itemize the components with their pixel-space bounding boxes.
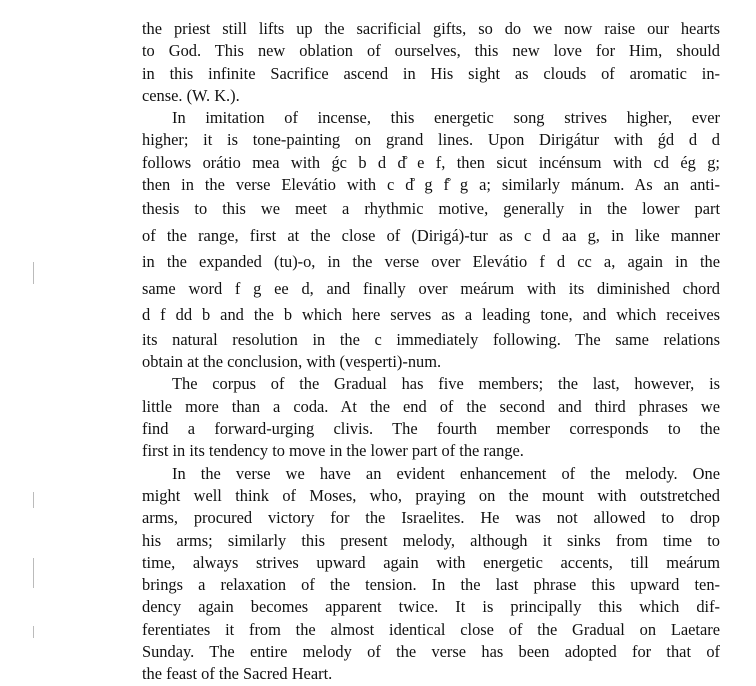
text-line: might well think of Moses, who, praying on the mount with outstretched — [142, 485, 720, 505]
text-line: ferentiates it from the almost identical close of the Gradual on Laetare — [142, 619, 720, 639]
text-line: its natural resolution in the c immediately following. The same relations — [142, 329, 720, 349]
text-line: first in its tendency to move in the lower part of the range. — [142, 441, 524, 461]
document-page — [142, 18, 720, 686]
text-line: brings a relaxation of the tension. In the last phrase this upward ten- — [142, 575, 720, 595]
text-line: to God. This new oblation of ourselves, this new love for Him, should — [142, 41, 720, 61]
text-line: little more than a coda. At the end of the second and third phrases we — [142, 396, 720, 416]
text-line: find a forward-urging clivis. The fourth member corresponds to the — [142, 419, 720, 439]
scan-edge-mark — [33, 262, 34, 284]
scan-edge-mark — [33, 626, 34, 638]
text-line: his arms; similarly this present melody, although it sinks from time to — [142, 530, 720, 550]
text-line: cense. (W. K.). — [142, 85, 240, 105]
text-line: in the expanded (tu)-o, in the verse over Elevátio f d cc a, again in the — [142, 252, 720, 272]
paragraph-4 — [142, 463, 720, 686]
text-line: arms, procured victory for the Israelites. He was not allowed to drop — [142, 508, 720, 528]
text-line: in this infinite Sacrifice ascend in His sight as clouds of aromatic in- — [142, 63, 720, 83]
text-line: d f dd b and the b which here serves as a leading tone, and which receives — [142, 305, 720, 325]
scan-edge-mark — [33, 492, 34, 508]
text-line: The corpus of the Gradual has five members; the last, however, is — [172, 374, 720, 394]
text-line: same word f g ee d, and finally over meárum with its diminished chord — [142, 278, 720, 298]
paragraph-1 — [142, 18, 720, 107]
text-line: In imitation of incense, this energetic song strives higher, ever — [172, 108, 720, 128]
text-line: of the range, first at the close of (Dirigá)-tur as c d aa g, in like manner — [142, 225, 720, 245]
text-line: then in the verse Elevátio with c d̊ g f̊ g a; similarly mánum. As an anti- — [142, 175, 720, 195]
text-line: dency again becomes apparent twice. It is principally this which dif- — [142, 597, 720, 617]
text-line: higher; it is tone-painting on grand lines. Upon Dirigátur with ǵd d d — [142, 130, 720, 150]
text-line: the priest still lifts up the sacrificial gifts, so do we now raise our hearts — [142, 19, 720, 38]
text-line: thesis to this we meet a rhythmic motive, generally in the lower part — [142, 199, 720, 219]
text-line: obtain at the conclusion, with (vesperti)-num. — [142, 352, 442, 372]
paragraph-3 — [142, 373, 720, 462]
text-line: Sunday. The entire melody of the verse has been adopted for that of — [142, 642, 720, 662]
text-line: follows orátio mea with ǵc b d d̊ e f, then sicut incénsum with cd ég g; — [142, 152, 720, 172]
text-line: In the verse we have an evident enhancement of the melody. One — [172, 463, 720, 483]
paragraph-2 — [142, 107, 720, 373]
text-line: time, always strives upward again with energetic accents, till meárum — [142, 552, 720, 572]
scan-edge-mark — [33, 558, 34, 588]
text-line: the feast of the Sacred Heart. — [142, 664, 333, 684]
